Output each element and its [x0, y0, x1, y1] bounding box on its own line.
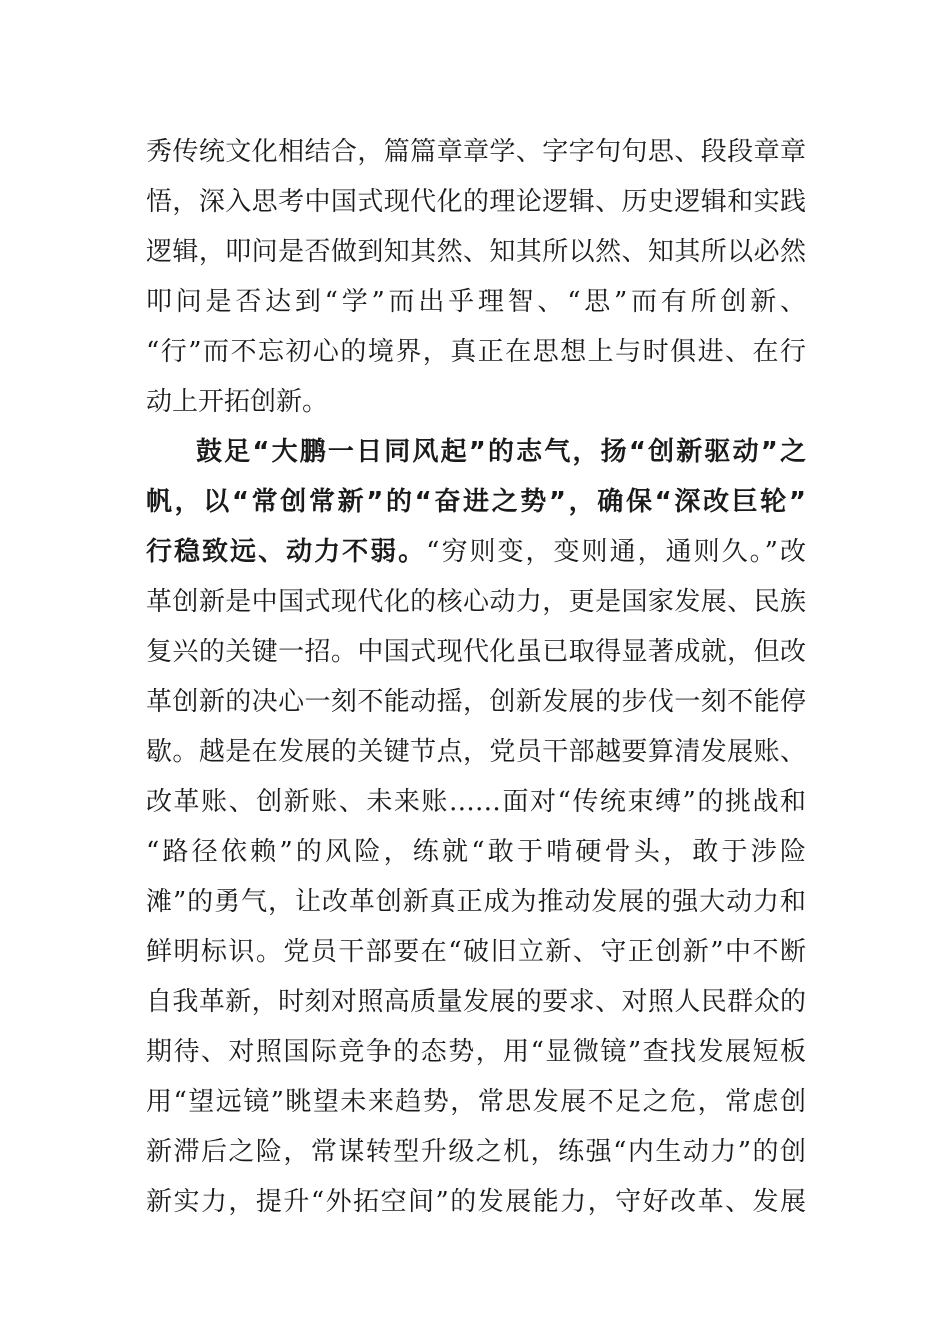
text-line: 动上开拓创新。: [146, 387, 329, 417]
bold-segment: 行稳致远、动力不弱。: [146, 537, 427, 567]
text-line: 改革账、创新账、未来账……面对“传统束缚”的挑战和: [146, 787, 806, 817]
text-line: 鲜明标识。党员干部要在“破旧立新、守正创新”中不断: [146, 937, 806, 967]
text-line: 歇。越是在发展的关键节点，党员干部越要算清发展账、: [146, 737, 806, 767]
text-line: “路径依赖”的风险，练就“敢于啃硬骨头，敢于涉险: [146, 837, 806, 867]
text-line: 自我革新，时刻对照高质量发展的要求、对照人民群众的: [146, 987, 806, 1017]
text-line: 新实力，提升“外拓空间”的发展能力，守好改革、发展: [146, 1187, 806, 1217]
text-line: 期待、对照国际竞争的态势，用“显微镜”查找发展短板: [146, 1037, 806, 1067]
text-line: 新滞后之险，常谋转型升级之机，练强“内生动力”的创: [146, 1137, 806, 1167]
bold-text-line: 帆，以“常创常新”的“奋进之势”，确保“深改巨轮”: [146, 487, 806, 517]
text-line: 革创新是中国式现代化的核心动力，更是国家发展、民族: [146, 587, 806, 617]
text-line: 用“望远镜”眺望未来趋势，常思发展不足之危，常虑创: [146, 1087, 806, 1117]
text-line: 革创新的决心一刻不能动摇，创新发展的步伐一刻不能停: [146, 687, 806, 717]
mixed-text-line: [146, 534, 806, 570]
text-line: 秀传统文化相结合，篇篇章章学、字字句句思、段段章章: [146, 137, 806, 167]
text-line: 滩”的勇气，让改革创新真正成为推动发展的强大动力和: [146, 887, 806, 917]
text-line: 逻辑，叩问是否做到知其然、知其所以然、知其所以必然: [146, 237, 806, 267]
text-line: 叩问是否达到“学”而出乎理智、“思”而有所创新、: [146, 287, 806, 317]
bold-text-line: 鼓足“大鹏一日同风起”的志气，扬“创新驱动”之: [196, 437, 806, 467]
normal-segment: “穷则变，变则通，通则久。”改: [426, 537, 806, 567]
text-line: 复兴的关键一招。中国式现代化虽已取得显著成就，但改: [146, 637, 806, 667]
text-line: “行”而不忘初心的境界，真正在思想上与时俱进、在行: [146, 337, 806, 367]
text-line: 悟，深入思考中国式现代化的理论逻辑、历史逻辑和实践: [146, 187, 806, 217]
